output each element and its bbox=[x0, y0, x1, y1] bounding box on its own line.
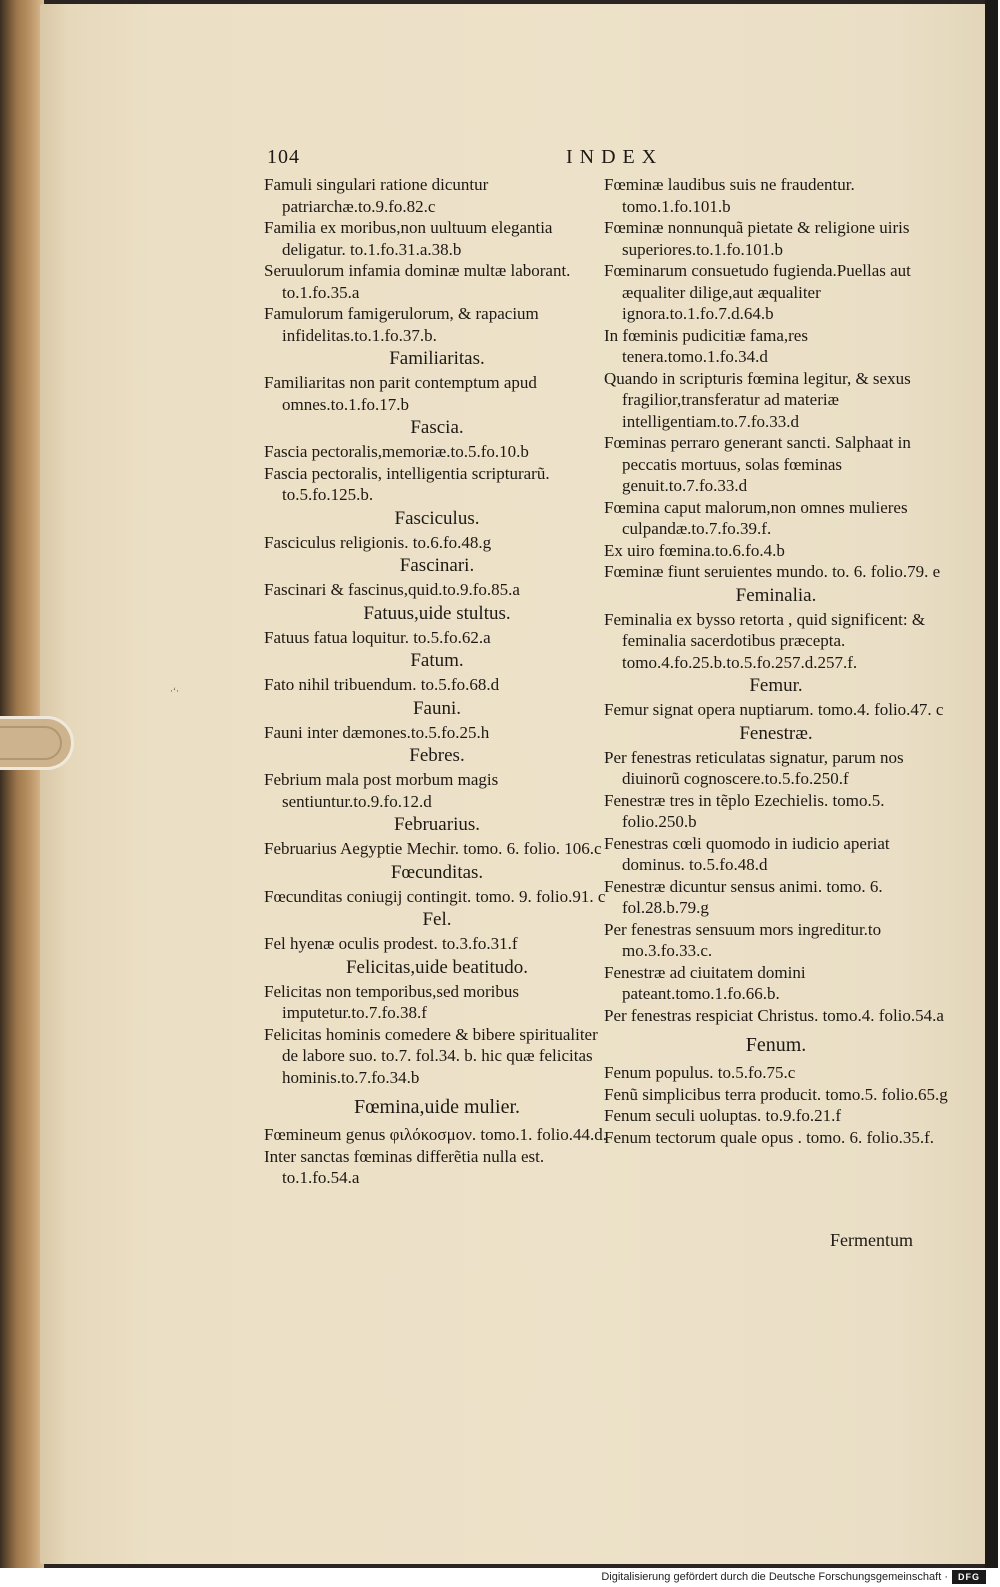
index-entry: Fascinari & fascinus,quid.to.9.fo.85.a bbox=[264, 580, 520, 599]
index-entry: Fascia pectoralis,memoriæ.to.5.fo.10.b bbox=[264, 442, 529, 461]
index-heading: Fauni. bbox=[412, 697, 462, 719]
index-entry: Fascia pectoralis, intelligentia scripturarũ. to.5.fo.125.b. bbox=[264, 463, 550, 504]
index-entry: Fato nihil tribuendum. to.5.fo.68.d bbox=[264, 675, 500, 694]
index-heading: Fascinari. bbox=[399, 555, 475, 576]
index-heading: Felicitas,uide beatitudo. bbox=[345, 956, 529, 978]
index-entry: Famuli singulari ratione dicuntur patriarchæ.to.9.fo.82.c bbox=[264, 175, 489, 216]
index-entry: Fenum seculi uoluptas. to.9.fo.21.f bbox=[604, 1106, 842, 1125]
index-entry: Ex uiro fœmina.to.6.fo.4.b bbox=[604, 540, 785, 560]
index-entry: Fœminæ nonnunquã pietate & religione uiris superiores.to.1.fo.101.b bbox=[604, 218, 910, 259]
catchword: Fermentum bbox=[830, 1230, 913, 1250]
index-heading: Fenum. bbox=[745, 1034, 807, 1056]
index-entry: Fœminæ laudibus suis ne fraudentur. tomo.1.fo.101.b bbox=[604, 175, 855, 216]
right-index-column bbox=[604, 174, 948, 1148]
index-entry: Fenestræ dicuntur sensus animi. tomo. 6. fol.28.b.79.g bbox=[604, 876, 883, 917]
index-entry: Fœminas perraro generant sancti. Salphaat in peccatis mortuus, solas fœminas genuit.to.7.fo.33.d bbox=[604, 433, 911, 495]
index-heading: Fasciculus. bbox=[394, 507, 480, 529]
index-heading: Fatum. bbox=[410, 650, 464, 671]
index-entry: Familia ex moribus,non uultuum elegantia deligatur. to.1.fo.31.a.38.b bbox=[264, 218, 553, 259]
index-entry: Fœmineum genus φιλόκοσμον. tomo.1. folio.44.d. bbox=[264, 1125, 607, 1144]
index-entry: Fenestræ tres in tẽplo Ezechielis. tomo.5. folio.250.b bbox=[604, 790, 885, 831]
index-entry: Seruulorum infamia dominæ multæ laborant. to.1.fo.35.a bbox=[264, 261, 571, 302]
index-heading: Febres. bbox=[409, 745, 465, 766]
index-entry: Fenestras cœli quomodo in iudicio aperiat dominus. to.5.fo.48.d bbox=[604, 833, 890, 874]
right-gutter-shadow bbox=[985, 0, 998, 1568]
index-heading: Fascia. bbox=[410, 417, 464, 438]
page-header bbox=[0, 146, 1000, 174]
index-entry: Fenum tectorum quale opus . tomo. 6. folio.35.f. bbox=[604, 1127, 935, 1147]
index-entry: Fatuus fatua loquitur. to.5.fo.62.a bbox=[264, 627, 491, 647]
index-heading: Fel. bbox=[422, 909, 452, 930]
index-entry: Femur signat opera nuptiarum. tomo.4. folio.47. c bbox=[604, 700, 944, 719]
index-heading: Fatuus,uide stultus. bbox=[363, 602, 511, 624]
index-entry: Fenum populus. to.5.fo.75.c bbox=[604, 1063, 796, 1082]
index-entry: Fasciculus religionis. to.6.fo.48.g bbox=[264, 532, 492, 552]
index-heading: Fenestræ. bbox=[739, 722, 813, 744]
index-entry: Fenũ simplicibus terra producit. tomo.5. folio.65.g bbox=[604, 1084, 948, 1104]
left-index-column bbox=[264, 174, 610, 1189]
index-entry: Felicitas hominis comedere & bibere spiritualiter de labore suo. to.7. fol.34. b. hic quæ felicitas hominis.to.7.fo.34.b bbox=[264, 1024, 598, 1087]
index-entry: Felicitas non temporibus,sed moribus imputetur.to.7.fo.38.f bbox=[264, 981, 519, 1022]
index-entry: Per fenestras sensuum mors ingreditur.to mo.3.fo.33.c. bbox=[604, 919, 882, 960]
index-entry: Famulorum famigerulorum, & rapacium infidelitas.to.1.fo.37.b. bbox=[264, 304, 539, 345]
index-entry: Fœminarum consuetudo fugienda.Puellas aut æqualiter dilige,aut æqualiter ignora.to.1.fo.7.d.64.b bbox=[604, 261, 911, 323]
index-entry: Quando in scripturis fœmina legitur, & sexus fragilior,transferatur ad materiæ intelligentiam.to.7.fo.33.d bbox=[604, 368, 911, 431]
digitization-credit: Digitalisierung gefördert durch die Deutsche Forschungsgemeinschaft · bbox=[601, 1571, 948, 1583]
index-heading: Fœcunditas. bbox=[390, 861, 484, 883]
index-entry: Inter sanctas fœminas differẽtia nulla est. to.1.fo.54.a bbox=[264, 1146, 545, 1187]
page-clip-tab-inner bbox=[0, 726, 62, 760]
index-entry: Febrium mala post morbum magis sentiuntur.to.9.fo.12.d bbox=[264, 770, 499, 811]
page-number: 104 bbox=[267, 146, 300, 168]
margin-speck: ·ʻ· bbox=[170, 686, 179, 696]
index-heading: Femur. bbox=[749, 675, 803, 696]
index-entry: Fœminæ fiunt seruientes mundo. to. 6. folio.79. e bbox=[604, 562, 941, 581]
index-heading: Feminalia. bbox=[735, 584, 817, 606]
index-entry: Fœcunditas coniugij contingit. tomo. 9. folio.91. c bbox=[264, 886, 606, 906]
book-page-edges bbox=[0, 0, 44, 1568]
index-heading: Februarius. bbox=[393, 814, 480, 835]
index-entry: Fœmina caput malorum,non omnes mulieres culpandæ.to.7.fo.39.f. bbox=[604, 497, 908, 538]
index-entry: Per fenestras reticulatas signatur, parum nos diuinorũ cognoscere.to.5.fo.250.f bbox=[604, 747, 904, 788]
running-head: INDEX bbox=[566, 146, 664, 168]
index-heading: Familiaritas. bbox=[389, 348, 485, 369]
index-entry: Feminalia ex bysso retorta , quid significent: & feminalia sacerdotibus præcepta. tomo.4.fo.25.b.to.5.fo.257.d.257.f. bbox=[604, 609, 926, 672]
index-entry: Fenestræ ad ciuitatem domini pateant.tomo.1.fo.66.b. bbox=[604, 962, 806, 1003]
index-entry: Familiaritas non parit contemptum apud omnes.to.1.fo.17.b bbox=[264, 373, 537, 414]
index-entry: Fauni inter dæmones.to.5.fo.25.h bbox=[264, 722, 490, 742]
index-entry: Per fenestras respiciat Christus. tomo.4. folio.54.a bbox=[604, 1005, 944, 1025]
index-entry: In fœminis pudicitiæ fama,res tenera.tomo.1.fo.34.d bbox=[604, 325, 808, 366]
index-entry: Fel hyenæ oculis prodest. to.3.fo.31.f bbox=[264, 934, 518, 953]
index-heading: Fœmina,uide mulier. bbox=[353, 1096, 521, 1118]
dfg-logo: DFG bbox=[952, 1570, 986, 1584]
index-entry: Februarius Aegyptie Mechir. tomo. 6. folio. 106.c bbox=[264, 839, 602, 858]
